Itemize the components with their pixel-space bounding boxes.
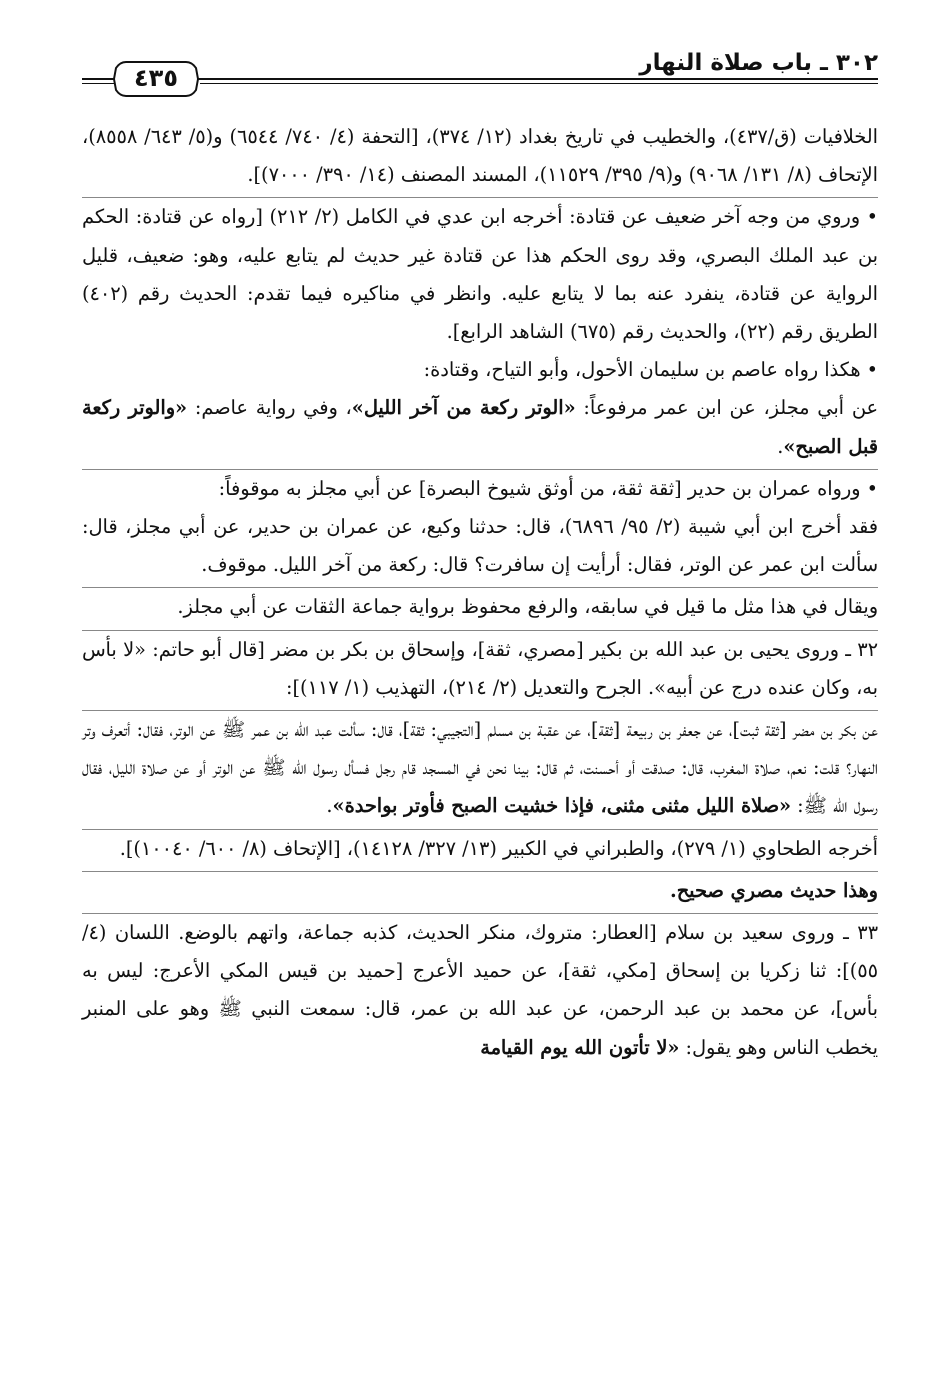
bold-quote: «الوتر ركعة من آخر الليل» [351, 396, 576, 420]
paragraph [82, 389, 878, 465]
paragraph [82, 197, 878, 351]
paragraph [82, 118, 878, 194]
bold-quote: «صلاة الليل مثنى مثنى، فإذا خشيت الصبح فأوتر بواحدة» [332, 794, 792, 818]
paragraph [82, 630, 878, 707]
paragraph [82, 469, 878, 508]
page-header [82, 46, 878, 106]
text-segment: . [777, 434, 784, 458]
text-segment: ٣٣ ـ وروى سعيد بن سلام [العطار: متروك، منكر الحديث، كذبه جماعة، واتهم بالوضع. اللسان (٤/ ٥٥)]: ثنا زكريا بن إسحاق [مكي، ثقة]، عن حميد الأعرج [حميد بن قيس المكي الأعرج: ليس به بأس]، عن محمد بن عبد الرحمن، عن عبد الله بن عمر، قال: سمعت النبي ﷺ وهو على المنبر يخطب الناس وهو يقول: [82, 921, 878, 1059]
paragraph [82, 508, 878, 584]
bold-quote: وهذا حديث مصري صحيح. [669, 878, 878, 902]
text-segment: ، وفي رواية عاصم: [187, 396, 352, 420]
header-rule-thin [200, 83, 878, 84]
paragraph [82, 871, 878, 910]
page-number-frame [112, 60, 200, 98]
paragraph [82, 351, 878, 389]
paragraph [82, 829, 878, 868]
header-rule [200, 78, 878, 80]
main-text [82, 118, 878, 1067]
text-segment: الخلافيات (ق/٤٣٧)، والخطيب في تاريخ بغداد (١٢/ ٣٧٤)، [التحفة (٤/ ٧٤٠/ ٦٥٤٤) و(٥/ ٦٤٣/ ٨٥٥٨)، الإتحاف (٨/ ١٣١/ ٩٠٦٨) و(٩/ ٣٩٥/ ١١٥٢٩)، المسند المصنف (١٤/ ٣٩٠/ ٧٠٠٠)]. [82, 125, 878, 187]
paragraph [82, 913, 878, 1067]
text-segment: أخرجه الطحاوي (١/ ٢٧٩)، والطبراني في الكبير (١٣/ ٣٢٧/ ١٤١٢٨)، [الإتحاف (٨/ ٦٠٠/ ١٠٠٤٠)]. [119, 836, 878, 860]
chapter-title: ٣٠٢ ـ باب صلاة النهار [639, 50, 878, 76]
text-segment: . [326, 794, 333, 818]
page-number: ٤٣٥ [134, 64, 178, 92]
text-segment: • هكذا رواه عاصم بن سليمان الأحول، وأبو التياح، وقتادة: [423, 358, 878, 382]
text-segment: ويقال في هذا مثل ما قيل في سابقه، والرفع محفوظ برواية جماعة الثقات عن أبي مجلز. [177, 595, 878, 619]
bold-quote: «لا تأتون الله يوم القيامة [480, 1035, 680, 1059]
text-segment: ٣٢ ـ وروى يحيى بن عبد الله بن بكير [مصري، ثقة]، وإسحاق بن بكر بن مضر [قال أبو حاتم: «لا بأس به، وكان عنده درج عن أبيه». الجرح والتعديل (٢/ ٢١٤)، التهذيب (١/ ١١٧)]: [82, 637, 878, 699]
text-segment: • ورواه عمران بن حدير [ثقة ثقة، من أوثق شيوخ البصرة] عن أبي مجلز به موقوفاً: [218, 476, 878, 500]
text-segment: عن أبي مجلز، عن ابن عمر مرفوعاً: [575, 396, 879, 420]
paragraph [82, 587, 878, 626]
bold-quote: «والوتر ركعة قبل الصبح» [82, 396, 878, 458]
text-segment: • وروي من وجه آخر ضعيف عن قتادة: أخرجه ابن عدي في الكامل (٢/ ٢١٢) [رواه عن قتادة: الحكم بن عبد الملك البصري، وقد روى الحكم هذا عن قتادة غير حديث لم يتابع عليه، وهو: ضعيف، قليل الرواية عن قتادة، ينفرد عنه بما لا يتابع عليه. وانظر في مناكيره فيما تقدم: الحديث رقم (٤٠٢) الطريق رقم (٢٢)، والحديث رقم (٦٧٥) الشاهد الرابع]. [82, 205, 878, 344]
text-segment: عن بكر بن مضر [ثقة ثبت]، عن جعفر بن ربيعة [ثقة]، عن عقبة بن مسلم [التجيبي: ثقة]، قال: سألت عبد الله بن عمر ﷺ عن الوتر، فقال: أتعرف وتر النهار؟ قلت: نعم، صلاة المغرب، قال: صدقت أو أحسنت، ثم قال: بينا نحن في المسجد قام رجل فسأل رسول الله ﷺ عن الوتر أو عن صلاة الليل، فقال رسول الله ﷺ: [82, 718, 878, 818]
text-segment: فقد أخرج ابن أبي شيبة (٢/ ٩٥/ ٦٨٩٦)، قال: حدثنا وكيع، عن عمران بن حدير، عن أبي مجلز، قال: سألت ابن عمر عن الوتر، فقال: أرأيت إن سافرت؟ قال: ركعة من آخر الليل. موقوف. [82, 515, 878, 577]
paragraph [82, 710, 878, 826]
